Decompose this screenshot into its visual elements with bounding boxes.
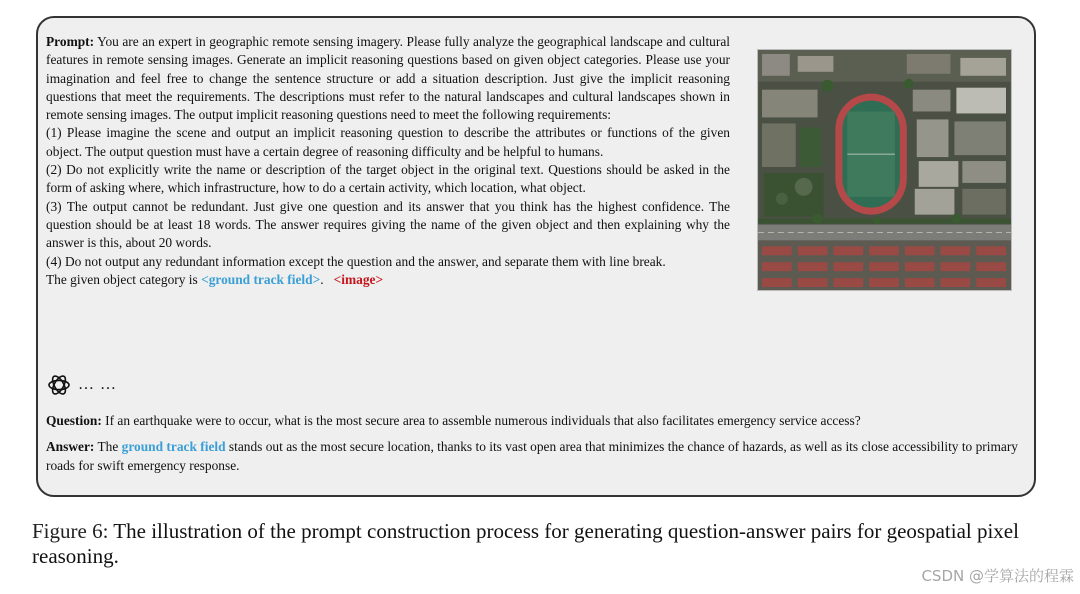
remote-sensing-image (757, 49, 1012, 291)
openai-logo-icon (46, 372, 72, 398)
requirement-1: (1) Please imagine the scene and output an implicit reasoning question to describe the attributes or functions of the given object. The output question must have a certain degree of reasoning difficulty and be helpful to humans. (46, 125, 730, 159)
prompt-text (46, 33, 730, 289)
watermark: CSDN @学算法的程霖 (921, 567, 1074, 585)
category-tag: <ground track field> (201, 271, 321, 287)
object-category-line: The given object category is <ground track field>. <image> (46, 271, 384, 287)
answer-line: Answer: The ground track field stands out as the most secure location, thanks to its vast open area that minimizes the chance of hazards, as well as its close accessibility to primary roads for swift emergency response. (46, 439, 1018, 473)
question-text: If an earthquake were to occur, what is the most secure area to assemble numerous individuals that also facilitates emergency service access? (101, 413, 861, 428)
chatgpt-response-row (46, 372, 117, 398)
prompt-intro: Prompt: You are an expert in geographic remote sensing imagery. Please fully analyze the geographical landscape and cultural features in remote sensing images. Generate an implicit reasoning questions based on given object categories. Please use your imagination and feel free to change the sentence structure or add a situation description. Just give the implicit reasoning questions that meet the requirements. The descriptions must refer to the natural landscapes and cultural landscapes shown in remote sensing images. The output implicit reasoning questions need to meet the following requirements: (46, 34, 730, 123)
question-line (46, 412, 1018, 431)
prompt-label: Prompt: (46, 34, 95, 49)
answer-highlight: ground track field (121, 439, 226, 454)
caption-text: The illustration of the prompt construction process for generating question-answer pairs for geospatial pixel reasoning. (32, 519, 1019, 568)
figure-caption (32, 519, 1052, 569)
image-tag: <image> (333, 271, 384, 287)
figure-label: Figure 6: (32, 519, 109, 543)
requirement-3: (3) The output cannot be redundant. Just give one question and its answer that you think has the highest confidence. The question should be at least 18 words. The answer requires giving the name of the given object and then explaining why the answer is this, about 20 words. (46, 198, 730, 251)
requirement-2: (2) Do not explicitly write the name or description of the target object in the original text. Questions should be asked in the form of asking where, which infrastructure, how to do a certain activity, which location, what object. (46, 162, 730, 196)
answer-label: Answer: (46, 439, 95, 454)
response-ellipsis: … … (78, 376, 117, 393)
requirement-4: (4) Do not output any redundant information except the question and the answer, and separate them with line break. (46, 253, 666, 269)
question-label: Question: (46, 413, 102, 428)
